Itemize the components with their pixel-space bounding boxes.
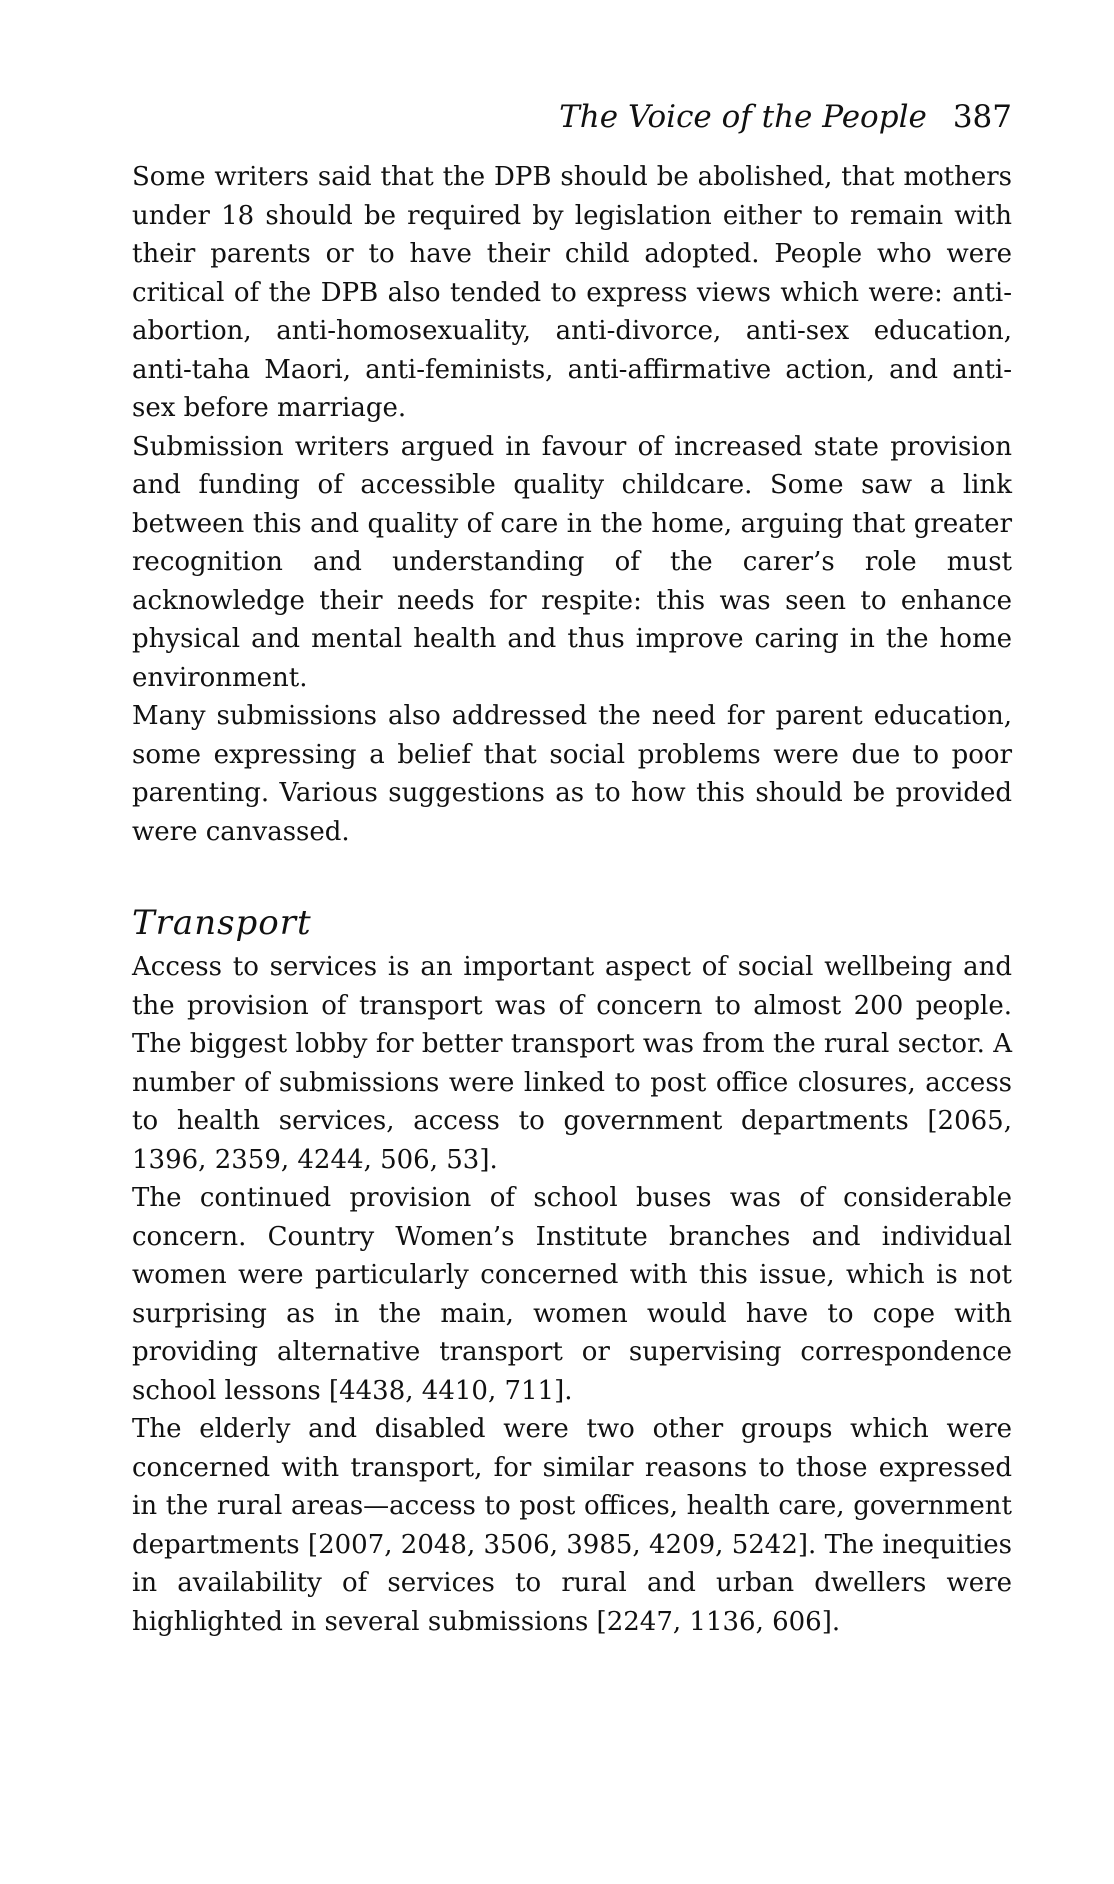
paragraph-elderly-disabled: The elderly and disabled were two other groups which were concerned with transport, for similar reasons to those expressed in the rural areas—access to post offices, health care, government departments [2007, 2048, 3506, 3985, 4209, 5242]. The inequities in availability of services to rural and urban dwellers were highlighted in several submissions [2247, 1136, 606]. <box>132 1414 1012 1637</box>
paragraph-school-buses: The continued provision of school buses was of considerable concern. Country Women’s Institute branches and individual women were particularly concerned with this issue, which is not surprising as in the main, women would have to cope with providing alternative transport or supervising correspondence school lessons [4438, 4410, 711]. <box>132 1183 1012 1406</box>
paragraph-parent-education: Many submissions also addressed the need for parent education, some expressing a belief that social problems were due to poor parenting. Various suggestions as to how this should be provided were canvassed. <box>132 701 1012 847</box>
body-text <box>132 158 1012 1641</box>
running-head <box>132 98 1012 136</box>
paragraph-transport-access: Access to services is an important aspect of social wellbeing and the provision of transport was of concern to almost 200 people. The biggest lobby for better transport was from the rural sector. A number of submissions were linked to post office closures, access to health services, access to government departments [2065, 1396, 2359, 4244, 506, 53]. <box>132 952 1012 1175</box>
running-title: The Voice of the People <box>559 99 927 135</box>
section-heading-transport: Transport <box>132 903 312 943</box>
paragraph-childcare: Submission writers argued in favour of increased state provision and funding of accessible quality childcare. Some saw a link between this and quality of care in the home, arguing that greater recognition and understanding of the carer’s role must acknowledge their needs for respite: this was seen to enhance physical and mental health and thus improve caring in the home environment. <box>132 431 1012 693</box>
page-number: 387 <box>952 99 1012 135</box>
paragraph-dpb-critics: Some writers said that the DPB should be abolished, that mothers under 18 should be required by legislation either to remain with their parents or to have their child adopted. People who were critical of the DPB also tended to express views which were: anti-abortion, anti-homosexuality, anti-divorce, anti-sex education, anti-taha Maori, anti-feminists, anti-affirmative action, and anti-sex before marriage. <box>132 162 1012 423</box>
